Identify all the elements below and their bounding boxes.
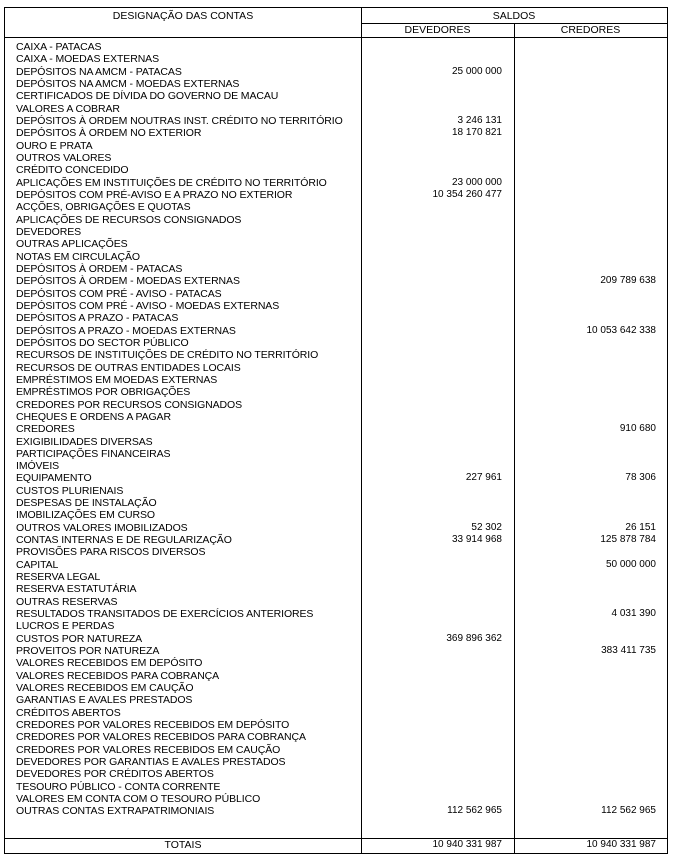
account-name: DEPÓSITOS NA AMCM - MOEDAS EXTERNAS <box>16 77 240 90</box>
table-row <box>5 66 667 78</box>
account-name: OUTRAS CONTAS EXTRAPATRIMONIAIS <box>16 805 215 818</box>
table-row <box>5 362 667 374</box>
table-row <box>5 719 667 731</box>
table-row <box>5 608 667 620</box>
account-name: RECURSOS DE INSTITUIÇÕES DE CRÉDITO NO TERRITÓRIO <box>16 349 319 362</box>
account-name: PROVEITOS POR NATUREZA <box>16 645 160 658</box>
table-row <box>5 251 667 263</box>
table-row <box>5 201 667 213</box>
devedores-value: 25 000 000 <box>451 65 502 77</box>
account-name: VALORES RECEBIDOS EM CAUÇÃO <box>16 682 194 695</box>
account-name: DEPÓSITOS COM PRÉ - AVISO - MOEDAS EXTERNAS <box>16 299 280 312</box>
account-name: LUCROS E PERDAS <box>16 620 115 633</box>
account-name: CERTIFICADOS DE DÍVIDA DO GOVERNO DE MACAU <box>16 90 279 103</box>
table-row <box>5 670 667 682</box>
table-row <box>5 300 667 312</box>
account-name: RESERVA LEGAL <box>16 571 101 584</box>
credores-value: 910 680 <box>619 423 656 435</box>
account-name: VALORES EM CONTA COM O TESOURO PÚBLICO <box>16 793 261 806</box>
account-name: CUSTOS PLURIENAIS <box>16 484 124 497</box>
account-name: DEPÓSITOS A PRAZO - MOEDAS EXTERNAS <box>16 324 236 337</box>
table-row <box>5 436 667 448</box>
devedores-value: 369 896 362 <box>446 632 502 644</box>
header-bottom-divider <box>5 37 667 38</box>
table-row <box>5 226 667 238</box>
table-row <box>5 127 667 139</box>
account-name: RESULTADOS TRANSITADOS DE EXERCÍCIOS ANTERIORES <box>16 608 314 621</box>
devedores-value: 52 302 <box>471 521 502 533</box>
account-name: CRÉDITO CONCEDIDO <box>16 164 129 177</box>
table-row <box>5 263 667 275</box>
table-row <box>5 78 667 90</box>
account-name: APLICAÇÕES DE RECURSOS CONSIGNADOS <box>16 213 242 226</box>
table-row <box>5 793 667 805</box>
devedores-value: 18 170 821 <box>451 127 502 139</box>
devedores-value: 33 914 968 <box>451 534 502 546</box>
table-row <box>5 805 667 817</box>
table-row <box>5 682 667 694</box>
table-row <box>5 399 667 411</box>
account-name: EQUIPAMENTO <box>16 472 92 485</box>
table-row <box>5 448 667 460</box>
credores-value: 50 000 000 <box>605 558 656 570</box>
totals-label: TOTAIS <box>164 839 202 851</box>
table-row <box>5 312 667 324</box>
table-row <box>5 411 667 423</box>
account-name: DEPÓSITOS À ORDEM - MOEDAS EXTERNAS <box>16 275 240 288</box>
account-rows <box>5 41 667 818</box>
table-row <box>5 238 667 250</box>
account-name: DEPÓSITOS COM PRÉ - AVISO - PATACAS <box>16 287 222 300</box>
table-row <box>5 140 667 152</box>
table-row <box>5 90 667 102</box>
table-row <box>5 534 667 546</box>
account-name: CREDORES POR VALORES RECEBIDOS EM CAUÇÃO <box>16 743 281 756</box>
table-row <box>5 583 667 595</box>
table-row <box>5 620 667 632</box>
account-name: DEVEDORES POR GARANTIAS E AVALES PRESTADOS <box>16 756 286 769</box>
account-name: CREDORES POR RECURSOS CONSIGNADOS <box>16 398 242 411</box>
account-name: DEPÓSITOS COM PRÉ-AVISO E A PRAZO NO EXTERIOR <box>16 188 293 201</box>
table-row <box>5 781 667 793</box>
credores-value: 209 789 638 <box>600 275 656 287</box>
header-devedores: DEVEDORES <box>404 24 471 36</box>
devedores-value: 10 354 260 477 <box>432 188 502 200</box>
table-row <box>5 633 667 645</box>
table-row <box>5 744 667 756</box>
totals-devedores: 10 940 331 987 <box>432 839 502 850</box>
table-row <box>5 509 667 521</box>
table-row <box>5 497 667 509</box>
account-name: EMPRÉSTIMOS EM MOEDAS EXTERNAS <box>16 373 218 386</box>
table-row <box>5 177 667 189</box>
table-row <box>5 460 667 472</box>
account-name: CAIXA - PATACAS <box>16 41 102 53</box>
table-row <box>5 337 667 349</box>
table-row <box>5 214 667 226</box>
account-name: DEVEDORES POR CRÉDITOS ABERTOS <box>16 768 214 781</box>
account-name: EXIGIBILIDADES DIVERSAS <box>16 435 153 448</box>
table-row <box>5 103 667 115</box>
account-name: CRÉDITOS ABERTOS <box>16 706 121 719</box>
table-row <box>5 325 667 337</box>
table-row <box>5 386 667 398</box>
header-credores: CREDORES <box>560 24 621 36</box>
table-row <box>5 571 667 583</box>
table-row <box>5 756 667 768</box>
account-name: EMPRÉSTIMOS POR OBRIGAÇÕES <box>16 386 191 399</box>
table-row <box>5 152 667 164</box>
account-name: VALORES A COBRAR <box>16 102 120 115</box>
account-name: DEPÓSITOS NA AMCM - PATACAS <box>16 65 182 78</box>
table-row <box>5 546 667 558</box>
account-name: OUTROS VALORES <box>16 151 112 164</box>
credores-value: 383 411 735 <box>601 645 656 657</box>
account-name: TESOURO PÚBLICO - CONTA CORRENTE <box>16 780 221 793</box>
devedores-value: 227 961 <box>465 472 502 484</box>
credores-value: 78 306 <box>625 472 656 484</box>
account-name: VALORES RECEBIDOS EM DEPÓSITO <box>16 657 203 670</box>
account-name: IMÓVEIS <box>16 460 60 473</box>
account-name: DEPÓSITOS DO SECTOR PÚBLICO <box>16 336 189 349</box>
account-name: CAPITAL <box>16 558 59 571</box>
account-name: DEPÓSITOS À ORDEM NO EXTERIOR <box>16 127 202 140</box>
balance-table <box>4 7 668 854</box>
account-name: DEPÓSITOS À ORDEM NOUTRAS INST. CRÉDITO NO TERRITÓRIO <box>16 114 343 127</box>
account-name: OUTROS VALORES IMOBILIZADOS <box>16 521 188 534</box>
table-row <box>5 645 667 657</box>
totals-credores: 10 940 331 987 <box>586 839 656 850</box>
table-row <box>5 694 667 706</box>
totals-row <box>5 838 667 853</box>
account-name: DEPÓSITOS A PRAZO - PATACAS <box>16 312 179 325</box>
table-row <box>5 731 667 743</box>
table-row <box>5 41 667 53</box>
account-name: DEPÓSITOS À ORDEM - PATACAS <box>16 262 183 275</box>
table-row <box>5 472 667 484</box>
table-row <box>5 349 667 361</box>
account-name: CREDORES POR VALORES RECEBIDOS PARA COBRANÇA <box>16 731 306 744</box>
table-row <box>5 374 667 386</box>
header-designation: DESIGNAÇÃO DAS CONTAS <box>112 10 254 22</box>
table-row <box>5 485 667 497</box>
table-row <box>5 657 667 669</box>
account-name: VALORES RECEBIDOS PARA COBRANÇA <box>16 669 220 682</box>
account-name: OUTRAS RESERVAS <box>16 595 118 608</box>
account-name: CHEQUES E ORDENS A PAGAR <box>16 410 171 423</box>
account-name: CUSTOS POR NATUREZA <box>16 632 143 645</box>
table-row <box>5 522 667 534</box>
account-name: APLICAÇÕES EM INSTITUIÇÕES DE CRÉDITO NO TERRITÓRIO <box>16 176 327 189</box>
devedores-value: 3 246 131 <box>457 114 502 126</box>
credores-value: 26 151 <box>625 521 656 533</box>
account-name: RECURSOS DE OUTRAS ENTIDADES LOCAIS <box>16 361 241 374</box>
devedores-value: 23 000 000 <box>451 176 502 188</box>
account-name: PROVISÕES PARA RISCOS DIVERSOS <box>16 546 206 559</box>
account-name: OUTRAS APLICAÇÕES <box>16 238 128 251</box>
header-saldos: SALDOS <box>492 10 536 22</box>
account-name: CREDORES <box>16 423 75 436</box>
devedores-value: 112 562 965 <box>447 805 502 817</box>
account-name: OURO E PRATA <box>16 139 93 152</box>
account-name: DEVEDORES <box>16 225 82 238</box>
credores-value: 112 562 965 <box>601 805 656 817</box>
table-row <box>5 596 667 608</box>
table-row <box>5 559 667 571</box>
account-name: RESERVA ESTATUTÁRIA <box>16 583 137 596</box>
table-row <box>5 189 667 201</box>
table-row <box>5 275 667 287</box>
account-name: DESPESAS DE INSTALAÇÃO <box>16 497 157 510</box>
table-row <box>5 707 667 719</box>
table-row <box>5 115 667 127</box>
table-row <box>5 768 667 780</box>
account-name: CAIXA - MOEDAS EXTERNAS <box>16 53 159 66</box>
account-name: PARTICIPAÇÕES FINANCEIRAS <box>16 447 171 460</box>
credores-value: 4 031 390 <box>611 608 656 620</box>
table-row <box>5 423 667 435</box>
credores-value: 10 053 642 338 <box>586 324 656 336</box>
account-name: IMOBILIZAÇÕES EM CURSO <box>16 509 155 522</box>
account-name: ACÇÕES, OBRIGAÇÕES E QUOTAS <box>16 201 191 214</box>
account-name: GARANTIAS E AVALES PRESTADOS <box>16 694 193 707</box>
table-row <box>5 53 667 65</box>
account-name: NOTAS EM CIRCULAÇÃO <box>16 250 140 263</box>
table-row <box>5 288 667 300</box>
account-name: CONTAS INTERNAS E DE REGULARIZAÇÃO <box>16 534 232 547</box>
credores-value: 125 878 784 <box>600 534 656 546</box>
table-row <box>5 164 667 176</box>
account-name: CREDORES POR VALORES RECEBIDOS EM DEPÓSITO <box>16 719 290 732</box>
